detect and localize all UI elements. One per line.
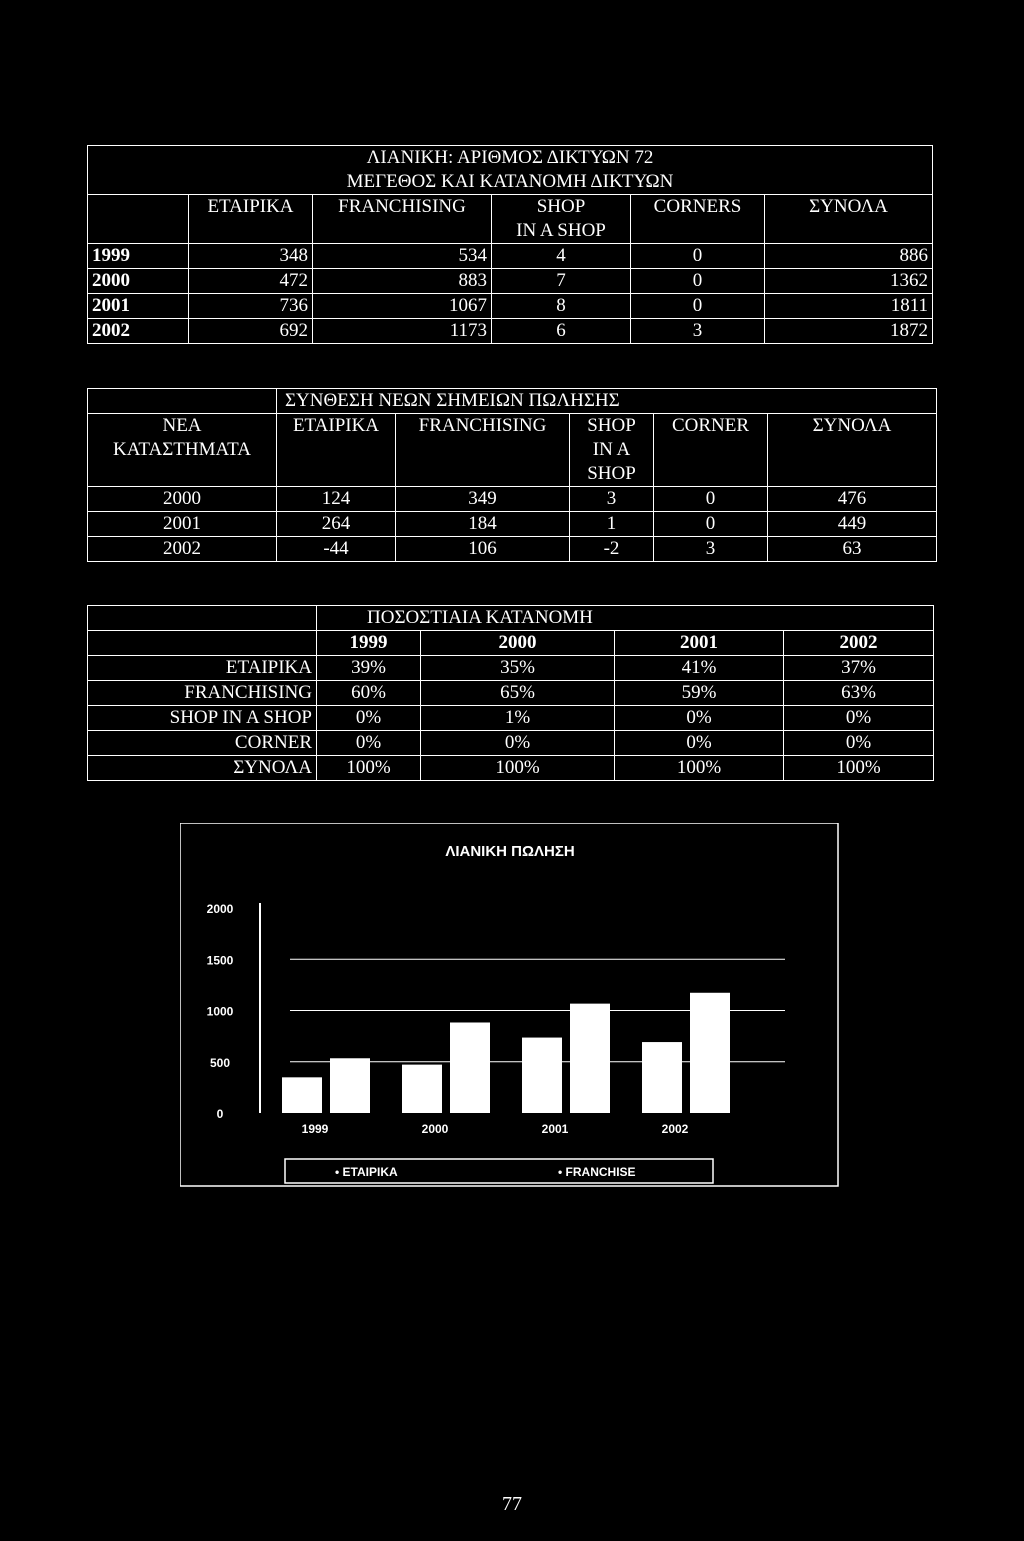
table3-label: SHOP IN A SHOP xyxy=(88,706,317,731)
table1-cell: 348 xyxy=(189,244,313,269)
table1-header: CORNERS xyxy=(631,195,765,244)
table2-cell: 2001 xyxy=(88,512,277,537)
table1-corner-cell xyxy=(88,195,189,244)
table3-blank xyxy=(88,606,317,631)
table1-cell: 883 xyxy=(313,269,492,294)
x-tick-label: 2002 xyxy=(661,1122,689,1136)
table2-header: ΣΥΝΟΛΑ xyxy=(768,414,937,487)
table2-header: SHOP xyxy=(570,462,654,487)
bar-etairika-2000 xyxy=(402,1065,442,1113)
table3-corner xyxy=(88,631,317,656)
table-row xyxy=(88,319,933,344)
table-row xyxy=(88,681,934,706)
page-number: 77 xyxy=(502,1493,522,1515)
table3-cell: 39% xyxy=(317,656,421,681)
table2-cell: 264 xyxy=(277,512,396,537)
table2-cell: -2 xyxy=(570,537,654,562)
table-row xyxy=(88,706,934,731)
table2-row-label-line1: ΝΕΑ xyxy=(162,415,202,436)
table1-header: ΣΥΝΟΛΑ xyxy=(765,195,933,244)
table1-cell: 3 xyxy=(631,319,765,344)
table3-cell: 60% xyxy=(317,681,421,706)
percentage-table xyxy=(87,605,934,781)
table3-cell: 100% xyxy=(317,756,421,781)
table2-blank xyxy=(88,389,277,414)
table3-cell: 0% xyxy=(317,706,421,731)
table-row xyxy=(88,756,934,781)
table2-cell: 3 xyxy=(570,487,654,512)
table2-cell: 2000 xyxy=(88,487,277,512)
chart-title: ΛΙΑΝΙΚΗ ΠΩΛΗΣΗ xyxy=(445,843,575,860)
table1-cell: 692 xyxy=(189,319,313,344)
table1-cell: 6 xyxy=(492,319,631,344)
table3-cell: 65% xyxy=(421,681,615,706)
table-row xyxy=(88,656,934,681)
table1-cell: 0 xyxy=(631,244,765,269)
table1-cell: 534 xyxy=(313,244,492,269)
table-row xyxy=(88,269,933,294)
table1-cell: 1999 xyxy=(88,244,189,269)
bar-franchise-2000 xyxy=(450,1022,490,1113)
table2-cell: 0 xyxy=(654,487,768,512)
table3-label: FRANCHISING xyxy=(88,681,317,706)
table3-year: 2000 xyxy=(421,631,615,656)
y-tick-label: 1500 xyxy=(206,953,234,968)
table2-cell: 476 xyxy=(768,487,937,512)
legend-item-franchise: • FRANCHISE xyxy=(558,1165,636,1179)
table3-cell: 100% xyxy=(421,756,615,781)
table2-cell: 1 xyxy=(570,512,654,537)
table1-cell: 886 xyxy=(765,244,933,269)
table3-cell: 41% xyxy=(615,656,784,681)
table3-year: 1999 xyxy=(317,631,421,656)
table1-cell: 8 xyxy=(492,294,631,319)
y-tick-label: 500 xyxy=(209,1055,231,1070)
chart-frame xyxy=(180,823,838,1186)
table2-header: IN A xyxy=(570,438,654,462)
bar-franchise-2002 xyxy=(690,993,730,1113)
table3-cell: 0% xyxy=(784,706,934,731)
bar-etairika-2001 xyxy=(522,1038,562,1113)
table2-header: CORNER xyxy=(654,414,768,487)
network-size-table xyxy=(87,145,933,344)
table1-cell: 2000 xyxy=(88,269,189,294)
legend-item-etairika: • ΕΤΑΙΡΙΚΑ xyxy=(335,1165,398,1179)
x-tick-label: 2001 xyxy=(541,1122,569,1136)
table2-cell: 184 xyxy=(396,512,570,537)
table1-cell: 1872 xyxy=(765,319,933,344)
table3-cell: 0% xyxy=(317,731,421,756)
table1-cell: 2001 xyxy=(88,294,189,319)
table-row xyxy=(88,244,933,269)
table3-label: ΕΤΑΙΡΙΚΑ xyxy=(88,656,317,681)
table2-cell: -44 xyxy=(277,537,396,562)
table3-cell: 0% xyxy=(421,731,615,756)
table3-cell: 0% xyxy=(784,731,934,756)
table3-cell: 59% xyxy=(615,681,784,706)
table1-cell: 1811 xyxy=(765,294,933,319)
table1-header: ΕΤΑΙΡΙΚΑ xyxy=(189,195,313,244)
table3-cell: 100% xyxy=(784,756,934,781)
table3-cell: 35% xyxy=(421,656,615,681)
table3-cell: 0% xyxy=(615,731,784,756)
table1-header: FRANCHISING xyxy=(313,195,492,244)
table1-cell: 0 xyxy=(631,269,765,294)
table2-cell: 3 xyxy=(654,537,768,562)
bar-franchise-1999 xyxy=(330,1058,370,1113)
table1-cell: 2002 xyxy=(88,319,189,344)
x-tick-label: 2000 xyxy=(421,1122,449,1136)
table2-header: ΕΤΑΙΡΙΚΑ xyxy=(277,414,396,487)
y-tick-label: 1000 xyxy=(206,1004,234,1019)
table-row xyxy=(88,537,937,562)
table1-cell: 4 xyxy=(492,244,631,269)
bar-franchise-2001 xyxy=(570,1004,610,1113)
table1-title-line2: ΜΕΓΕΘΟΣ ΚΑΙ ΚΑΤΑΝΟΜΗ ΔΙΚΤΥΩΝ xyxy=(88,170,933,195)
table3-cell: 37% xyxy=(784,656,934,681)
table1-cell: 472 xyxy=(189,269,313,294)
table3-year: 2002 xyxy=(784,631,934,656)
x-tick-label: 1999 xyxy=(301,1122,329,1136)
table3-cell: 63% xyxy=(784,681,934,706)
table1-title-line1: ΛΙΑΝΙΚΗ: ΑΡΙΘΜΟΣ ΔΙΚΤΥΩΝ 72 xyxy=(88,146,933,171)
table3-title: ΠΟΣΟΣΤΙΑΙΑ ΚΑΤΑΝΟΜΗ xyxy=(317,606,934,631)
table3-label: ΣΥΝΟΛΑ xyxy=(88,756,317,781)
table1-cell: 1173 xyxy=(313,319,492,344)
table-row xyxy=(88,512,937,537)
table-row xyxy=(88,294,933,319)
table2-cell: 63 xyxy=(768,537,937,562)
table1-cell: 0 xyxy=(631,294,765,319)
table3-cell: 1% xyxy=(421,706,615,731)
table1-cell: 7 xyxy=(492,269,631,294)
table3-cell: 0% xyxy=(615,706,784,731)
y-tick-label: 0 xyxy=(216,1107,224,1121)
table1-cell: 1362 xyxy=(765,269,933,294)
table2-cell: 2002 xyxy=(88,537,277,562)
table2-cell: 349 xyxy=(396,487,570,512)
table2-title: ΣΥΝΘΕΣΗ ΝΕΩΝ ΣΗΜΕΙΩΝ ΠΩΛΗΣΗΣ xyxy=(277,389,937,414)
table2-cell: 106 xyxy=(396,537,570,562)
table-row xyxy=(88,731,934,756)
table2-header: SHOP xyxy=(570,414,654,439)
new-stores-table xyxy=(87,388,937,562)
table2-cell: 0 xyxy=(654,512,768,537)
retail-sales-chart xyxy=(180,823,840,1188)
table1-header: IN A SHOP xyxy=(492,219,631,244)
table1-cell: 1067 xyxy=(313,294,492,319)
table-row xyxy=(88,487,937,512)
bar-etairika-2002 xyxy=(642,1042,682,1113)
table3-cell: 100% xyxy=(615,756,784,781)
x-axis xyxy=(302,1122,689,1136)
table2-header: FRANCHISING xyxy=(396,414,570,487)
table2-cell: 124 xyxy=(277,487,396,512)
table3-year: 2001 xyxy=(615,631,784,656)
table2-cell: 449 xyxy=(768,512,937,537)
y-tick-label: 2000 xyxy=(206,902,234,916)
table3-label: CORNER xyxy=(88,731,317,756)
table1-cell: 736 xyxy=(189,294,313,319)
table2-row-label xyxy=(88,414,277,487)
table2-row-label-line2: ΚΑΤΑΣΤΗΜΑΤΑ xyxy=(113,439,251,460)
table1-header: SHOP xyxy=(492,195,631,220)
bar-etairika-1999 xyxy=(282,1077,322,1113)
